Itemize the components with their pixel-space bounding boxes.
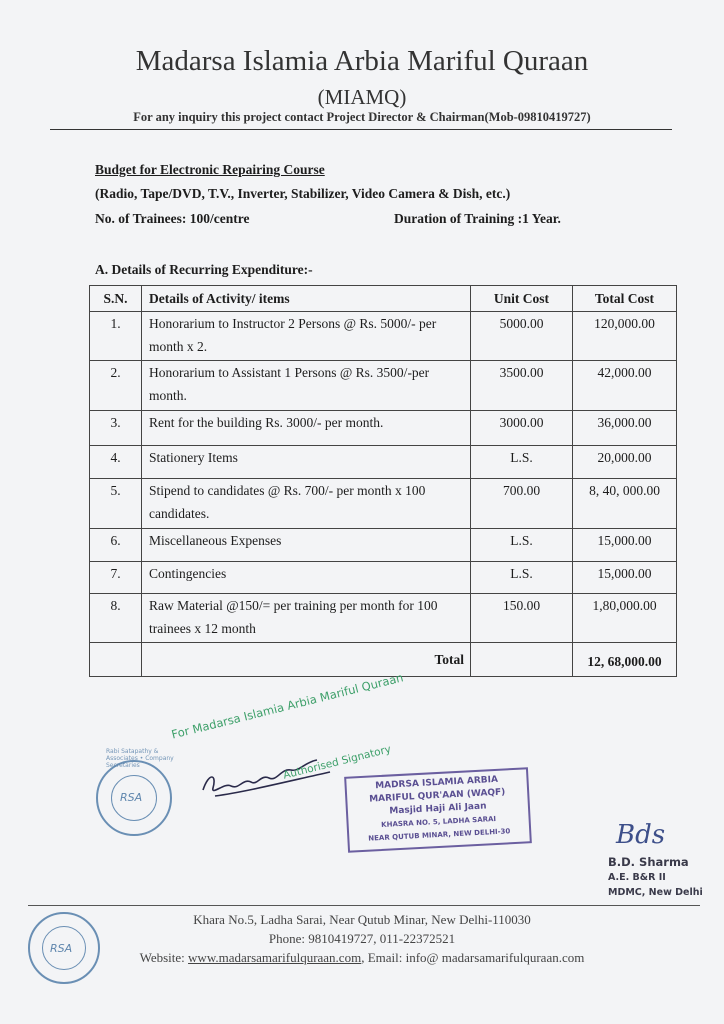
- table-total-row: [90, 643, 677, 677]
- waqf-line: MADRSA ISLAMIA ARBIA: [374, 774, 499, 792]
- table-row: [90, 446, 677, 479]
- header-unit-cost: Unit Cost: [471, 286, 573, 312]
- cell-sn: 3.: [90, 411, 142, 446]
- cell-total-cost: 1,80,000.00: [573, 594, 677, 643]
- table-row: [90, 529, 677, 562]
- officer-stamp: [608, 855, 703, 900]
- officer-designation: A.E. B&R II: [608, 872, 666, 883]
- waqf-line: NEAR QUTUB MINAR, NEW DELHI-30: [368, 827, 511, 843]
- waqf-line: MARIFUL QUR'AAN (WAQF): [368, 787, 506, 805]
- cell-empty: [90, 643, 142, 677]
- training-duration: Duration of Training :1 Year.: [394, 211, 561, 226]
- email-text: , Email: info@ madarsamarifulquraan.com: [361, 950, 585, 965]
- total-label: Total: [142, 643, 471, 677]
- table-row: [90, 361, 677, 411]
- cell-unit-cost: 150.00: [471, 594, 573, 643]
- header-divider: [50, 129, 672, 130]
- cell-total-cost: 8, 40, 000.00: [573, 479, 677, 529]
- website-link[interactable]: www.madarsamarifulquraan.com: [188, 950, 362, 965]
- website-label: Website:: [139, 950, 189, 965]
- cell-total-cost: 120,000.00: [573, 312, 677, 361]
- cell-total-cost: 15,000.00: [573, 529, 677, 562]
- cell-unit-cost: L.S.: [471, 562, 573, 594]
- officer-name: B.D. Sharma: [608, 855, 689, 869]
- table-header-row: [90, 286, 677, 312]
- waqf-line: Masjid Haji Ali Jaan: [389, 801, 487, 817]
- org-abbreviation: (MIAMQ): [317, 85, 407, 109]
- cell-details: Honorarium to Assistant 1 Persons @ Rs. 3500/-per month.: [142, 361, 471, 411]
- cell-details: Honorarium to Instructor 2 Persons @ Rs. 5000/- per month x 2.: [142, 312, 471, 361]
- cell-details: Rent for the building Rs. 3000/- per month.: [142, 411, 471, 446]
- total-value: 12, 68,000.00: [573, 643, 677, 677]
- cell-details: Stipend to candidates @ Rs. 700/- per month x 100 candidates.: [142, 479, 471, 529]
- footer-phone: Phone: 9810419727, 011-22372521: [268, 931, 456, 946]
- table-row: [90, 312, 677, 361]
- cell-empty: [471, 643, 573, 677]
- cell-unit-cost: 5000.00: [471, 312, 573, 361]
- section-title: A. Details of Recurring Expenditure:-: [95, 262, 313, 277]
- trainees-count: No. of Trainees: 100/centre: [95, 211, 250, 226]
- cell-unit-cost: L.S.: [471, 446, 573, 479]
- header-sn: S.N.: [90, 286, 142, 312]
- table-row: [90, 479, 677, 529]
- cell-details: Miscellaneous Expenses: [142, 529, 471, 562]
- cell-sn: 4.: [90, 446, 142, 479]
- cell-sn: 5.: [90, 479, 142, 529]
- waqf-line: KHASRA NO. 5, LADHA SARAI: [380, 814, 497, 829]
- cell-sn: 6.: [90, 529, 142, 562]
- round-stamp-initials: RSA: [120, 791, 143, 804]
- cell-total-cost: 15,000.00: [573, 562, 677, 594]
- cell-total-cost: 20,000.00: [573, 446, 677, 479]
- footer-address: Khara No.5, Ladha Sarai, Near Qutub Minar, New Delhi-110030: [193, 912, 531, 927]
- org-stamp-text: For Madarsa Islamia Arbia Mariful Quraan: [170, 670, 405, 742]
- cell-unit-cost: L.S.: [471, 529, 573, 562]
- cell-details: Stationery Items: [142, 446, 471, 479]
- authorised-signatory: Authorised Signatory: [282, 743, 393, 782]
- cell-sn: 7.: [90, 562, 142, 594]
- footer-round-stamp-initials: RSA: [50, 942, 73, 955]
- budget-subtitle: (Radio, Tape/DVD, T.V., Inverter, Stabilizer, Video Camera & Dish, etc.): [95, 186, 511, 201]
- cell-total-cost: 42,000.00: [573, 361, 677, 411]
- footer-divider: [28, 905, 700, 906]
- table-row: [90, 562, 677, 594]
- cell-sn: 8.: [90, 594, 142, 643]
- header-details: Details of Activity/ items: [142, 286, 471, 312]
- cell-unit-cost: 3000.00: [471, 411, 573, 446]
- cell-unit-cost: 3500.00: [471, 361, 573, 411]
- footer-web: [0, 950, 724, 966]
- inquiry-line: For any inquiry this project contact Project Director & Chairman(Mob-09810419727): [133, 110, 591, 124]
- header-total-cost: Total Cost: [573, 286, 677, 312]
- budget-title: Budget for Electronic Repairing Course: [95, 162, 325, 177]
- cell-total-cost: 36,000.00: [573, 411, 677, 446]
- round-stamp: [96, 760, 172, 836]
- cell-details: Raw Material @150/= per training per month for 100 trainees x 12 month: [142, 594, 471, 643]
- officer-signature: Bds: [616, 820, 666, 850]
- waqf-stamp: [344, 767, 532, 853]
- round-stamp-text: Rabi Satapathy & Associates • Company Secretaries: [106, 748, 174, 769]
- table-row: [90, 411, 677, 446]
- cell-unit-cost: 700.00: [471, 479, 573, 529]
- expenditure-table: [89, 285, 677, 677]
- officer-office: MDMC, New Delhi: [608, 887, 703, 898]
- cell-sn: 2.: [90, 361, 142, 411]
- cell-details: Contingencies: [142, 562, 471, 594]
- org-name: Madarsa Islamia Arbia Mariful Quraan: [135, 45, 589, 77]
- cell-sn: 1.: [90, 312, 142, 361]
- table-row: [90, 594, 677, 643]
